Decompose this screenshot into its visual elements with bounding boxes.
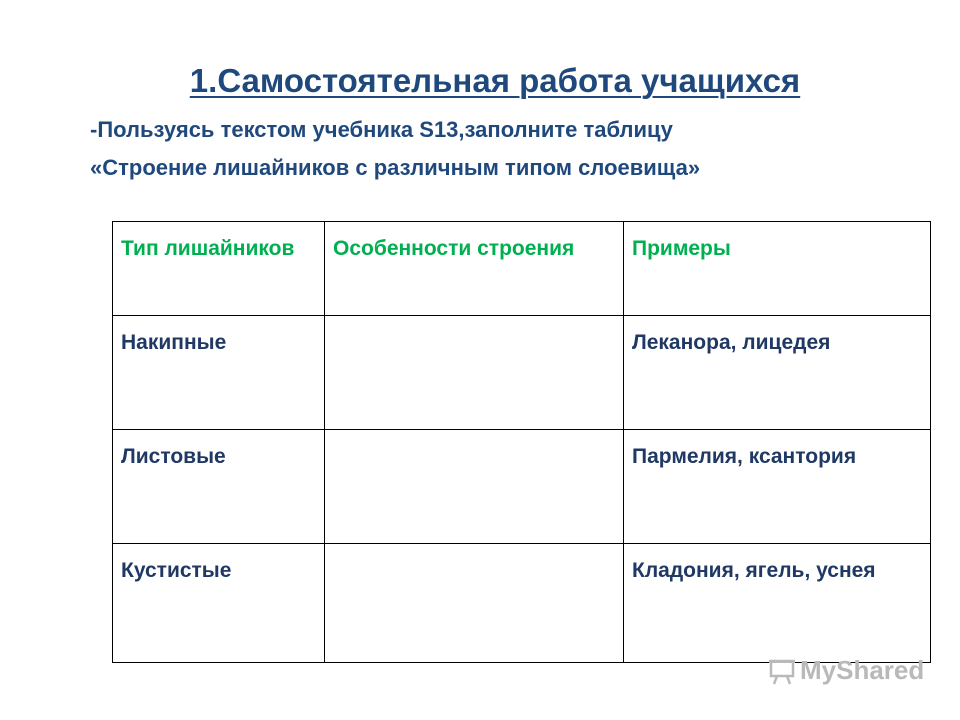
header-examples: Примеры: [624, 222, 931, 316]
instruction-line-2: «Строение лишайников с различным типом слоевища»: [90, 155, 701, 180]
slide-title: 1.Самостоятельная работа учащихся: [189, 62, 801, 99]
watermark-text: MyShared: [800, 655, 925, 685]
cell-examples: Леканора, лицедея: [624, 316, 931, 430]
lichen-table: [112, 221, 931, 663]
table-row: [113, 316, 931, 430]
cell-type: Кустистые: [113, 544, 325, 663]
table-header-row: [113, 222, 931, 316]
cell-features: [325, 316, 624, 430]
cell-type: Накипные: [113, 316, 325, 430]
header-type: Тип лишайников: [113, 222, 325, 316]
presentation-board-icon: [768, 657, 796, 685]
instruction-line-1: -Пользуясь текстом учебника S13,заполните таблицу: [90, 117, 673, 142]
header-features: Особенности строения: [325, 222, 624, 316]
watermark: [768, 655, 924, 686]
table-row: [113, 544, 931, 663]
table-row: [113, 430, 931, 544]
cell-type: Листовые: [113, 430, 325, 544]
cell-features: [325, 544, 624, 663]
cell-examples: Пармелия, ксантория: [624, 430, 931, 544]
cell-examples: Кладония, ягель, уснея: [624, 544, 931, 663]
cell-features: [325, 430, 624, 544]
